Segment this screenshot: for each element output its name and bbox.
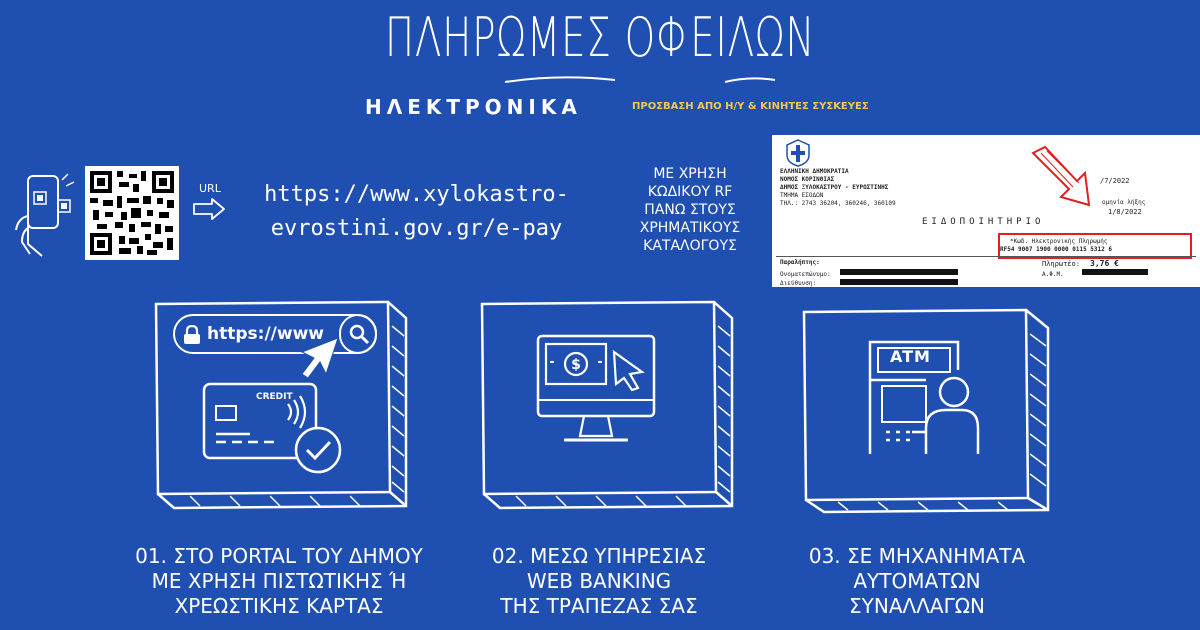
rf-note-line: ΠΑΝΩ ΣΤΟΥΣ (644, 202, 736, 218)
phone-scan-icon (12, 170, 82, 260)
receipt-code-label: *Κωδ. Ηλεκτρονικής Πληρωμής (1010, 238, 1108, 245)
caption-atm (776, 544, 1058, 619)
caption-line: 02. ΜΕΣΩ ΥΠΗΡΕΣΙΑΣ (491, 544, 707, 568)
caption-line: ΑΥΤΟΜΑΤΩΝ (853, 569, 981, 593)
url-label: URL (199, 182, 221, 195)
receipt-date: /7/2022 (1100, 177, 1130, 185)
title-underline-decoration (0, 0, 1200, 100)
greek-emblem-icon (785, 139, 811, 167)
receipt-divider (776, 256, 1196, 257)
access-note: ΠΡΟΣΒΑΣΗ ΑΠΟ Η/Υ & ΚΙΝΗΤΕΣ ΣΥΣΚΕΥΕΣ (632, 101, 869, 112)
subtitle: ΗΛΕΚΤΡΟΝΙΚΑ (365, 95, 582, 119)
receipt-line: ΔΗΜΟΣ ΞΥΛΟΚΑΣΤΡΟΥ - ΕΥΡΩΣΤΙΝΗΣ (780, 184, 889, 191)
page-title: ΠΛΗΡΩΜΕΣ ΟΦΕΙΛΩΝ (384, 6, 816, 69)
rf-note-line: ΧΡΗΜΑΤΙΚΟΥΣ (639, 220, 741, 236)
search-button[interactable] (339, 314, 377, 354)
computer-payment-icon (534, 332, 658, 460)
receipt-sample (772, 135, 1200, 287)
caption-webbanking (466, 544, 732, 619)
receipt-address-label: Διεύθυνση: (780, 280, 817, 287)
svg-text:$: $ (571, 357, 581, 373)
redaction-bar (840, 269, 958, 275)
receipt-payable-value: 3,76 € (1090, 259, 1119, 268)
payment-url-line1: https://www.xylokastro- (264, 182, 569, 207)
caption-line: 03. ΣΕ ΜΗΧΑΝΗΜΑΤΑ (808, 544, 1026, 568)
search-icon (348, 323, 370, 345)
qr-code[interactable] (85, 166, 179, 260)
redaction-bar (1082, 269, 1148, 275)
red-arrow-icon (1027, 143, 1117, 213)
caption-line: WEB BANKING (526, 569, 672, 593)
url-bar-text: https://www (207, 324, 324, 344)
caption-line: ΜΕ ΧΡΗΣΗ ΠΙΣΤΩΤΙΚΗΣ Ή (151, 569, 407, 593)
receipt-payable-label: Πληρωτέο: (1042, 260, 1080, 268)
caption-line: ΧΡΕΩΣΤΙΚΗΣ ΚΑΡΤΑΣ (174, 594, 384, 618)
caption-line: ΤΗΣ ΤΡΑΠΕΖΑΣ ΣΑΣ (500, 594, 698, 618)
rf-note-line: ΚΩΔΙΚΟΥ RF (647, 184, 733, 200)
payment-url-line2: evrostini.gov.gr/e-pay (270, 216, 563, 241)
arrow-right-icon (192, 196, 228, 222)
receipt-line: ΝΟΜΟΣ ΚΟΡΙΝΘΙΑΣ (780, 176, 835, 183)
payment-url[interactable] (254, 178, 579, 246)
card-label: CREDIT (256, 392, 293, 402)
receipt-line: ΤΗΛ.: 2743 36204, 360246, 360109 (780, 200, 896, 207)
receipt-afm-label: Α.Φ.Μ. (1042, 271, 1064, 278)
caption-line: 01. ΣΤΟ PORTAL ΤΟΥ ΔΗΜΟΥ (135, 544, 423, 568)
receipt-recipient-label: Παραλήπτης: (780, 259, 820, 266)
caption-line: ΣΥΝΑΛΛΑΓΩΝ (849, 594, 985, 618)
rf-note-line: ΜΕ ΧΡΗΣΗ (653, 166, 727, 182)
redaction-bar (840, 279, 958, 285)
receipt-due-label: ομηνία λήξης (1102, 199, 1146, 206)
receipt-name-label: Ονοματεπώνυμο: (780, 271, 831, 278)
receipt-code-value: RF54 9007 1900 0000 0115 5312 6 (1000, 246, 1112, 253)
cursor-arrow-icon (296, 334, 342, 380)
receipt-title: ΕΙΔΟΠΟΙΗΤΗΡΙΟ (922, 217, 1045, 227)
receipt-line: ΕΛΛΗΝΙΚΗ ΔΗΜΟΚΡΑΤΙΑ (780, 168, 849, 175)
rf-code-note (620, 165, 760, 255)
lock-icon (183, 325, 201, 345)
rf-note-line: ΚΑΤΑΛΟΓΟΥΣ (643, 238, 737, 254)
receipt-due-date: 1/8/2022 (1108, 208, 1142, 216)
caption-portal (98, 544, 460, 619)
atm-label: ATM (890, 347, 931, 366)
browser-address-bar[interactable] (173, 314, 377, 354)
receipt-line: ΤΜΗΜΑ ΕΣΟΔΩΝ (780, 192, 824, 199)
qr-code-icon (85, 166, 179, 260)
